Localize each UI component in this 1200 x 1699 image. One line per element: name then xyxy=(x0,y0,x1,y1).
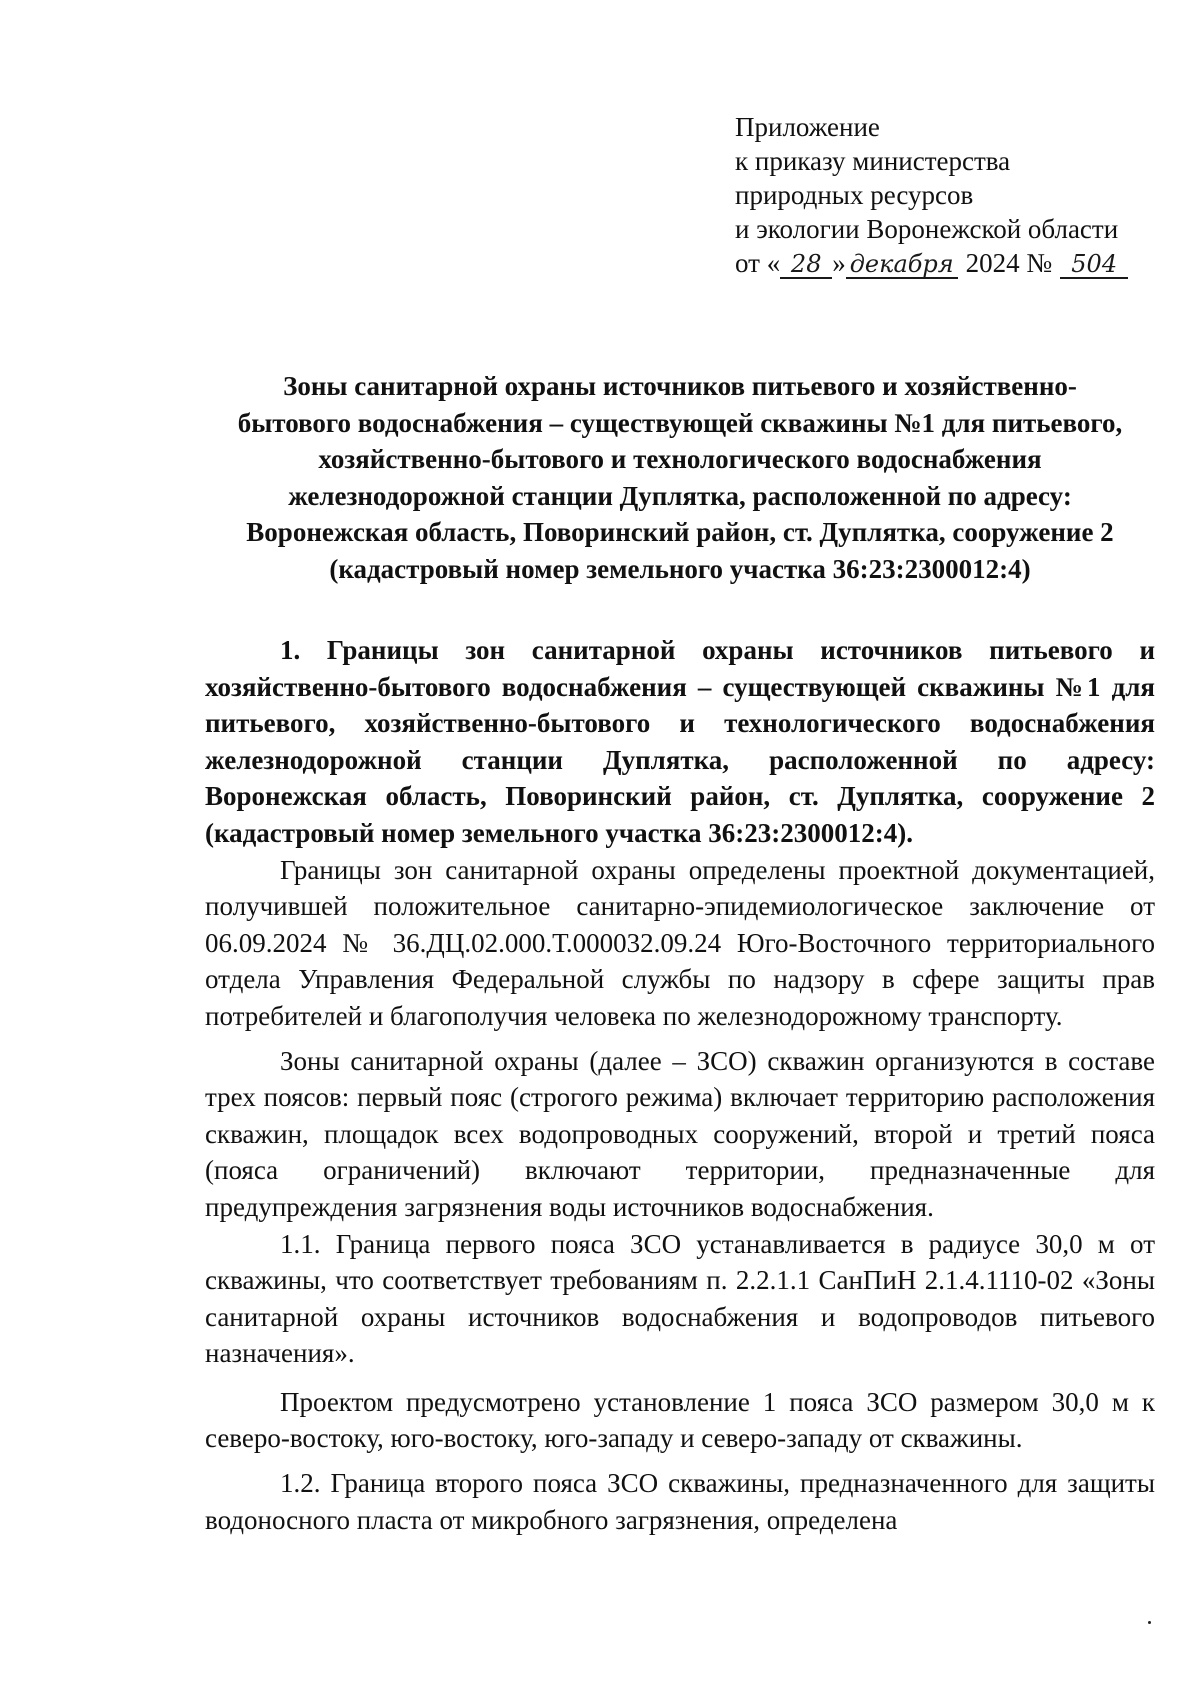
title-line: железнодорожной станции Дуплятка, расположенной по адресу: xyxy=(288,480,1072,511)
paragraph-project: Проектом предусмотрено установление 1 пояса ЗСО размером 30,0 м к северо-востоку, юго-востоку, юго-западу и северо-западу от скважины. xyxy=(205,1386,1155,1454)
annex-title: Приложение xyxy=(735,112,880,142)
date-prefix: от « xyxy=(735,248,781,278)
title-line: бытового водоснабжения – существующей скважины №1 для питьевого, xyxy=(237,407,1123,438)
handwritten-month: декабря xyxy=(846,251,958,279)
paragraph-zones: Зоны санитарной охраны (далее – ЗСО) скважин организуются в составе трех поясов: первый пояс (строгого режима) включает территорию расположения скважин, площадок всех водопроводных сооружений, второй и третий пояса (пояса ограничений) включают территории, предназначенные для предупреждения загрязнения воды источников водоснабжения. xyxy=(205,1045,1155,1222)
scan-speck xyxy=(1148,1621,1151,1624)
title-line: хозяйственно-бытового и технологического водоснабжения xyxy=(318,444,1042,474)
annex-date-line xyxy=(735,246,1155,280)
annex-block xyxy=(735,110,1155,280)
document-body xyxy=(205,632,1155,1538)
handwritten-day: 28 xyxy=(780,251,832,279)
handwritten-order-number: 504 xyxy=(1060,251,1128,279)
paragraph-boundaries: Границы зон санитарной охраны определены проектной документацией, получившей положительное санитарно-эпидемиологическое заключение от 06.09.2024 № 36.ДЦ.02.000.Т.000032.09.24 Юго-Восточного территориального отдела Управления Федеральной службы по надзору в сфере защиты прав потребителей и благополучия человека по железнодорожному транспорту. xyxy=(205,854,1155,1031)
document-title xyxy=(205,368,1155,587)
paragraph-first-belt: 1.1. Граница первого пояса ЗСО устанавливается в радиусе 30,0 м от скважины, что соответствует требованиям п. 2.2.1.1 СанПиН 2.1.4.1110-02 «Зоны санитарной охраны источников водоснабжения и водопроводов питьевого назначения». xyxy=(205,1228,1155,1369)
annex-line-ministry: природных ресурсов xyxy=(735,180,974,210)
year-number-label: 2024 № xyxy=(965,248,1053,278)
quote-close: » xyxy=(832,248,846,278)
title-line: (кадастровый номер земельного участка 36:23:2300012:4) xyxy=(329,553,1031,584)
title-line: Воронежская область, Поворинский район, ст. Дуплятка, сооружение 2 xyxy=(246,517,1114,547)
paragraph-second-belt: 1.2. Граница второго пояса ЗСО скважины, предназначенного для защиты водоносного пласта от микробного загрязнения, определена xyxy=(205,1468,1155,1535)
annex-line-region: и экологии Воронежской области xyxy=(735,214,1119,244)
title-line: Зоны санитарной охраны источников питьевого и хозяйственно- xyxy=(283,371,1077,401)
section-1-heading: 1. Границы зон санитарной охраны источников питьевого и хозяйственно-бытового водоснабжения – существующей скважины №1 для питьевого, хозяйственно-бытового и технологического водоснабжения железнодорожной станции Дуплятка, расположенной по адресу: Воронежская область, Поворинский район, ст. Дуплятка, сооружение 2 (кадастровый номер земельного участка 36:23:2300012:4). xyxy=(205,635,1155,848)
annex-line-order: к приказу министерства xyxy=(735,146,1011,176)
